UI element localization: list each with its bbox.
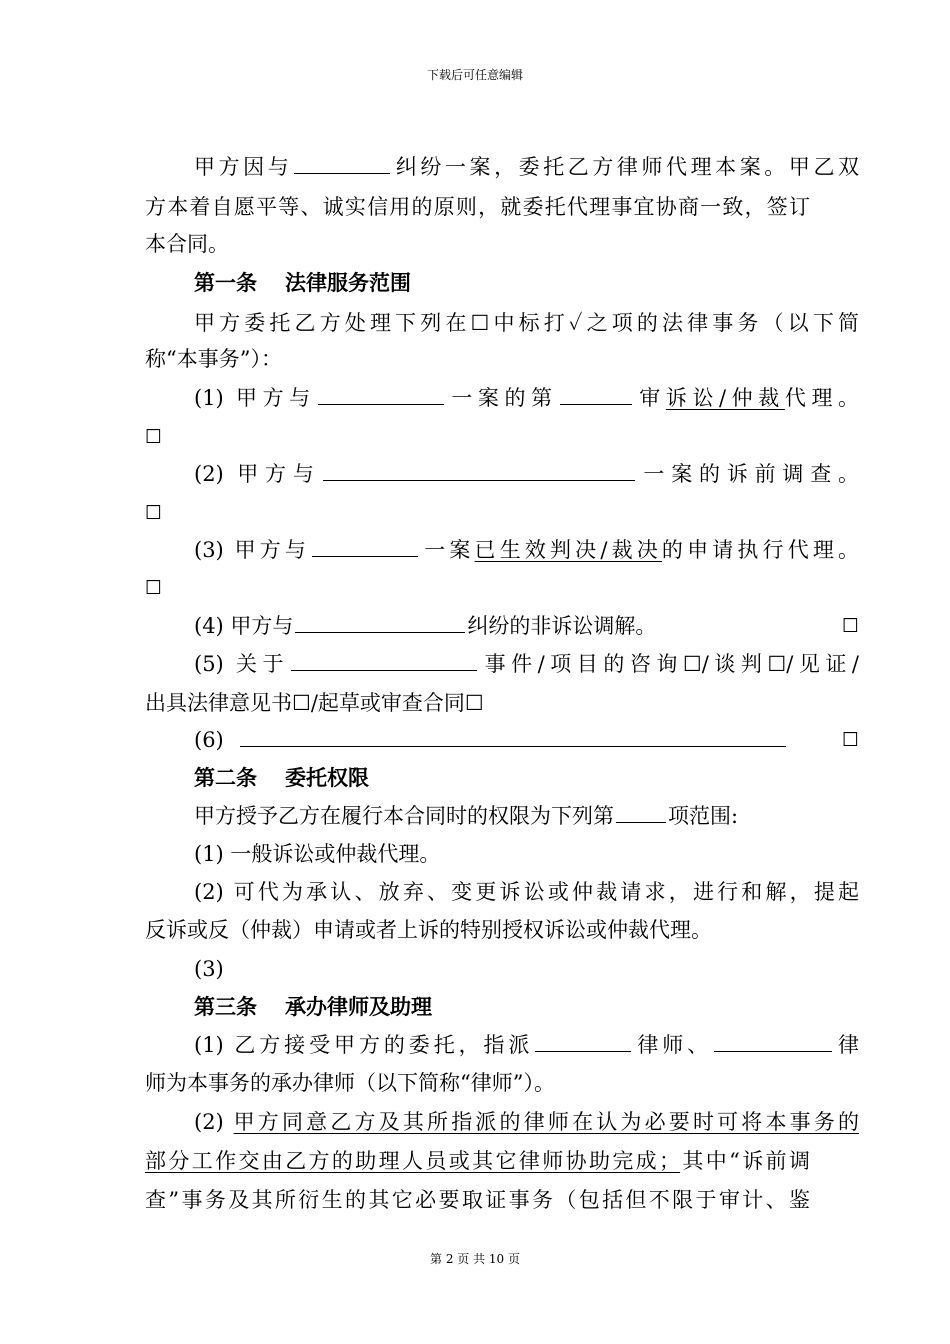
blank-item-2-party[interactable] xyxy=(323,462,635,481)
article-1-intro-line-1: 甲方委托乙方处理下列在☐中标打✓之项的法律事务（以下简 xyxy=(194,311,859,335)
service-item-1 xyxy=(145,383,859,413)
item-5-text-b: 事件/项目的咨询☐/谈判☐/见证/ xyxy=(479,652,860,676)
blank-authority-scope[interactable] xyxy=(616,804,666,823)
article-2-intro xyxy=(145,801,859,831)
item-1-text-b: 一案的第 xyxy=(445,386,558,410)
blank-item-6-other[interactable] xyxy=(240,728,786,747)
lawyer-item-1-text-c: 律 xyxy=(834,1033,860,1057)
article-2-title: 委托权限 xyxy=(285,765,369,790)
checkbox-item-6[interactable]: ☐ xyxy=(841,729,859,751)
authority-item-2-line-1: (2) 可代为承认、放弃、变更诉讼或仲裁请求，进行和解，提起 xyxy=(194,880,859,904)
item-3-text-b: 一案 xyxy=(420,538,475,562)
lawyer-item-1-text-a: (1) 乙方接受甲方的委托，指派 xyxy=(194,1033,534,1057)
blank-lawyer-2[interactable] xyxy=(714,1033,832,1052)
article-2-heading xyxy=(145,763,859,793)
article-3-heading xyxy=(145,992,859,1022)
item-2-text-b: 一案的诉前调查。 xyxy=(636,462,860,486)
lawyer-item-2-underlined-2: 部分工作交由乙方的助理人员或其它律师协助完成； xyxy=(145,1149,681,1173)
service-item-5-line-2: 出具法律意见书☐/起草或审查合同☐ xyxy=(145,691,484,715)
article-1-number: 第一条 xyxy=(194,270,257,295)
item-1-text-a: (1) 甲方与 xyxy=(194,386,316,410)
page-footer: 第 2 页 共 10 页 xyxy=(430,1252,520,1266)
article-3-title: 承办律师及助理 xyxy=(285,994,432,1019)
blank-lawyer-1[interactable] xyxy=(535,1033,631,1052)
checkbox-item-2[interactable]: ☐ xyxy=(145,502,163,524)
lawyer-item-2-line-1 xyxy=(145,1107,859,1137)
service-item-3 xyxy=(145,535,859,565)
checkbox-item-4[interactable]: ☐ xyxy=(841,615,859,637)
lawyer-item-2-tail: 其中“诉前调 xyxy=(680,1149,810,1173)
item-2-text-a: (2) 甲方与 xyxy=(194,462,321,486)
article-2-intro-b: 项范围: xyxy=(668,804,739,828)
article-3-number: 第三条 xyxy=(194,994,257,1019)
preamble-line-2: 方本着自愿平等、诚实信用的原则，就委托代理事宜协商一致，签订 xyxy=(145,195,810,219)
item-1-underlined-option: 诉讼/仲裁 xyxy=(665,386,785,410)
article-2-number: 第二条 xyxy=(194,765,257,790)
blank-item-4-party[interactable] xyxy=(295,614,465,633)
service-item-4 xyxy=(145,611,859,641)
item-1-text-d: 代理。 xyxy=(784,386,860,410)
authority-item-2-line-2: 反诉或反（仲裁）申请或者上诉的特别授权诉讼或仲裁代理。 xyxy=(145,918,712,942)
blank-dispute-name[interactable] xyxy=(294,155,390,174)
item-3-text-c: 的申请执行代理。 xyxy=(661,538,860,562)
preamble-line-3: 本合同。 xyxy=(145,232,229,256)
page-header: 下载后可任意编辑 xyxy=(426,68,523,82)
preamble-line-1 xyxy=(145,152,859,182)
preamble-text-b: 纠纷一案，委托乙方律师代理本案。甲乙双 xyxy=(392,155,860,179)
blank-item-1-party[interactable] xyxy=(318,386,444,405)
lawyer-item-2-line-3: 查”事务及其所衍生的其它必要取证事务（包括但不限于审计、鉴 xyxy=(145,1188,810,1212)
item-5-text-a: (5) 关于 xyxy=(194,652,290,676)
lawyer-item-2-line-2 xyxy=(145,1146,810,1176)
article-1-heading xyxy=(145,268,859,298)
preamble-text-a: 甲方因与 xyxy=(194,155,293,179)
item-3-underlined-option: 已生效判决/裁决 xyxy=(474,538,662,562)
article-1-intro-line-2: 称“本事务”）： xyxy=(145,347,282,371)
blank-item-1-instance[interactable] xyxy=(560,386,632,405)
item-6-text-a: (6) xyxy=(194,728,224,752)
authority-item-1: (1) 一般诉讼或仲裁代理。 xyxy=(194,842,441,866)
item-4-text-a: (4) 甲方与 xyxy=(194,614,294,638)
lawyer-item-1 xyxy=(145,1030,859,1060)
item-4-text-b: 纠纷的非诉讼调解。 xyxy=(467,614,657,638)
lawyer-item-1-text-b: 律师、 xyxy=(633,1033,713,1057)
lawyer-item-1-line-2: 师为本事务的承办律师（以下简称“律师”）。 xyxy=(145,1071,555,1095)
lawyer-item-2-prefix: (2) xyxy=(194,1110,234,1134)
article-2-intro-a: 甲方授予乙方在履行本合同时的权限为下列第 xyxy=(194,804,614,828)
lawyer-item-2-underlined-1: 甲方同意乙方及其所指派的律师在认为必要时可将本事务的 xyxy=(233,1110,860,1134)
service-item-5 xyxy=(145,649,859,679)
checkbox-item-3[interactable]: ☐ xyxy=(145,577,163,599)
service-item-6 xyxy=(145,725,859,755)
authority-item-3: (3) xyxy=(194,957,224,981)
checkbox-item-1[interactable]: ☐ xyxy=(145,426,163,448)
item-1-text-c: 审 xyxy=(633,386,666,410)
service-item-2 xyxy=(145,459,859,489)
article-1-title: 法律服务范围 xyxy=(285,270,411,295)
blank-item-5-matter[interactable] xyxy=(291,652,477,671)
blank-item-3-party[interactable] xyxy=(312,538,418,557)
item-3-text-a: (3) 甲方与 xyxy=(194,538,311,562)
